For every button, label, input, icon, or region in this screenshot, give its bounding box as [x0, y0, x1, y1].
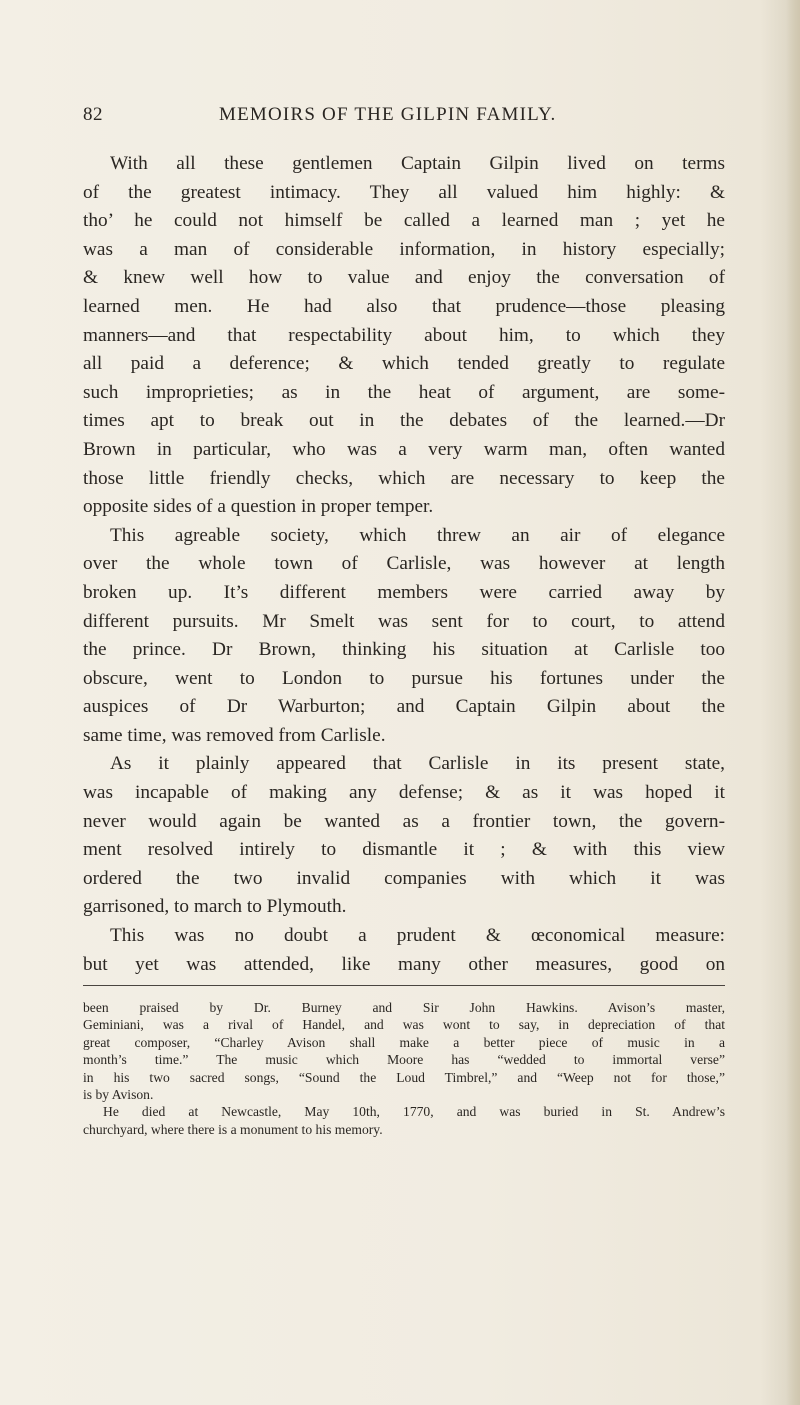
footnote [83, 999, 725, 1138]
text-line: This was no doubt a prudent & œconomical measure: [110, 925, 725, 947]
footnote-line: great composer, “Charley Avison shall make a better piece of music in a [83, 1034, 725, 1050]
running-head: MEMOIRS OF THE GILPIN FAMILY. [219, 104, 557, 125]
text-line: Brown in particular, who was a very warm man, often wanted [83, 438, 725, 460]
footnote-line: churchyard, where there is a monument to his memory. [83, 1121, 383, 1137]
text-line: same time, was removed from Carlisle. [83, 724, 386, 746]
text-line: different pursuits. Mr Smelt was sent for to court, to attend [83, 610, 725, 632]
text-line: This agreable society, which threw an air of elegance [110, 524, 725, 546]
text-line: learned men. He had also that prudence—those pleasing [83, 295, 725, 317]
text-line: broken up. It’s different members were carried away by [83, 581, 725, 603]
text-line: ordered the two invalid companies with which it was [83, 867, 725, 889]
footnote-line: in his two sacred songs, “Sound the Loud Timbrel,” and “Weep not for those,” [83, 1069, 725, 1085]
page-header [83, 104, 643, 134]
text-line: times apt to break out in the debates of the learned.—Dr [83, 410, 725, 432]
text-line: tho’ he could not himself be called a learned man ; yet he [83, 210, 725, 232]
text-line: all paid a deference; & which tended greatly to regulate [83, 353, 725, 375]
main-text [83, 150, 725, 979]
text-line: obscure, went to London to pursue his fortunes under the [83, 667, 725, 689]
text-line: With all these gentlemen Captain Gilpin lived on terms [110, 153, 725, 174]
text-line: auspices of Dr Warburton; and Captain Gilpin about the [83, 696, 725, 718]
text-line: & knew well how to value and enjoy the conversation of [83, 267, 725, 289]
text-line: of the greatest intimacy. They all valued him highly: & [83, 181, 725, 203]
text-line: the prince. Dr Brown, thinking his situation at Carlisle too [83, 639, 725, 661]
text-line: was incapable of making any defense; & as it was hoped it [83, 782, 725, 804]
text-line: those little friendly checks, which are necessary to keep the [83, 467, 725, 489]
footnote-line: is by Avison. [83, 1086, 154, 1102]
text-line: manners—and that respectability about him, to which they [83, 324, 725, 346]
text-line: but yet was attended, like many other measures, good on [83, 953, 725, 975]
text-line: garrisoned, to march to Plymouth. [83, 896, 347, 918]
page-edge-shadow [786, 0, 800, 1405]
text-line: never would again be wanted as a frontier town, the govern- [83, 810, 725, 832]
footnote-divider [83, 985, 725, 986]
text-line: As it plainly appeared that Carlisle in its present state, [110, 753, 725, 775]
footnote-line: month’s time.” The music which Moore has “wedded to immortal verse” [83, 1052, 725, 1068]
page-number: 82 [83, 104, 103, 125]
text-line: such improprieties; as in the heat of argument, are some- [83, 381, 725, 403]
footnote-line: been praised by Dr. Burney and Sir John Hawkins. Avison’s master, [83, 1000, 725, 1015]
text-line: over the whole town of Carlisle, was however at length [83, 553, 725, 575]
text-line: was a man of considerable information, in history especially; [83, 238, 725, 260]
footnote-line: He died at Newcastle, May 10th, 1770, and was buried in St. Andrew’s [103, 1104, 725, 1120]
text-line: opposite sides of a question in proper temper. [83, 496, 434, 518]
text-line: ment resolved intirely to dismantle it ; & with this view [83, 839, 725, 861]
footnote-line: Geminiani, was a rival of Handel, and was wont to say, in depreciation of that [83, 1017, 725, 1033]
